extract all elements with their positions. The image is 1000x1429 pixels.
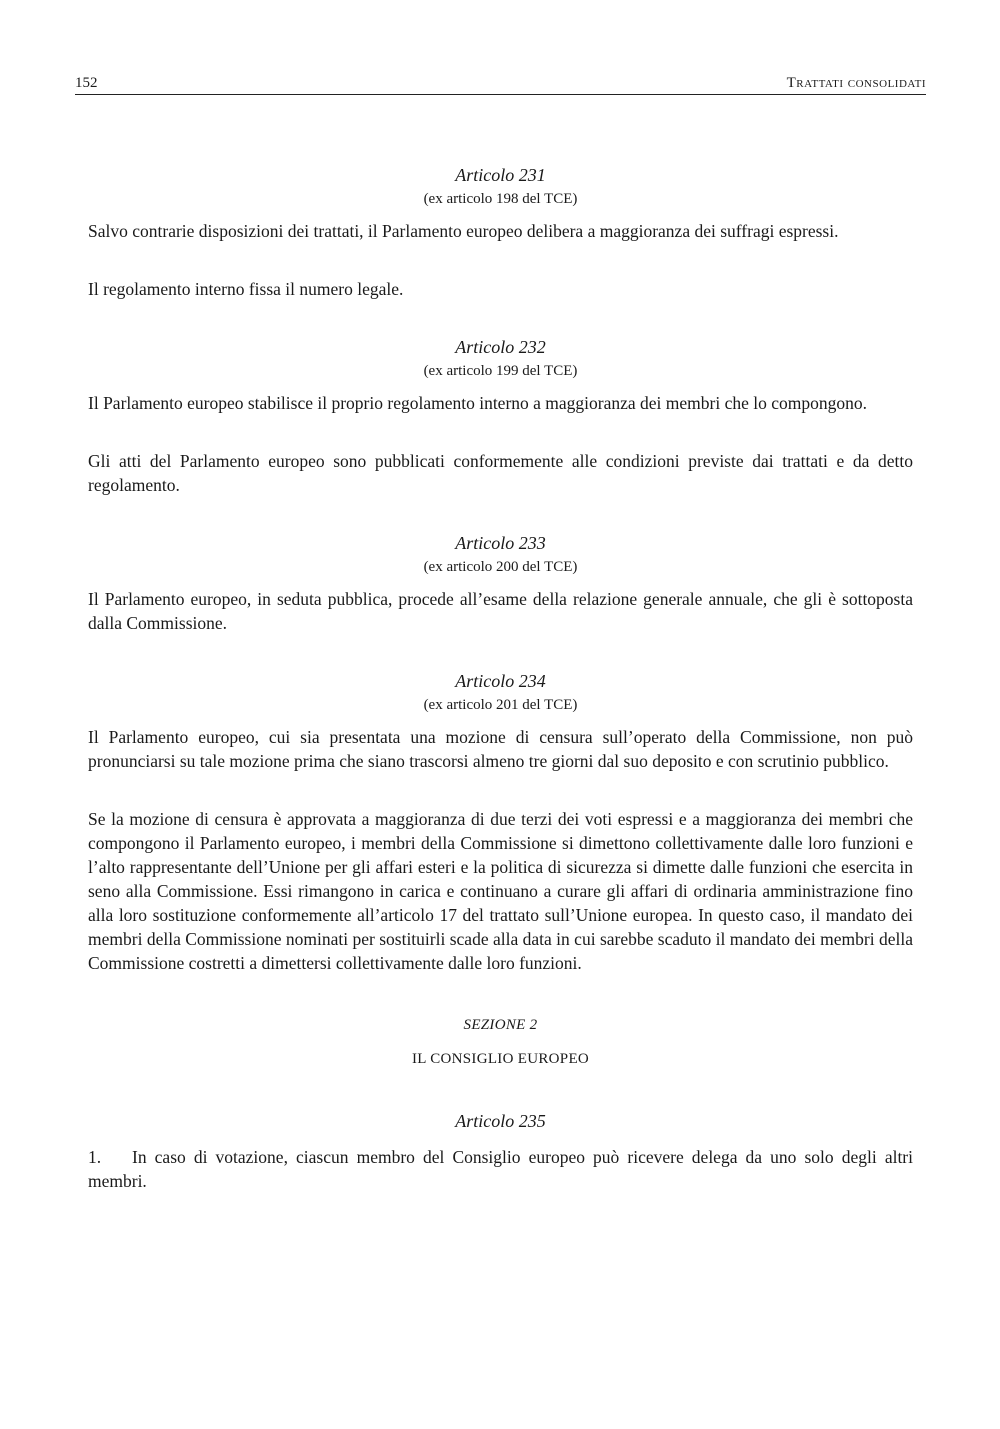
paragraph: Il regolamento interno fissa il numero legale. <box>88 279 404 299</box>
page-header <box>75 74 926 95</box>
article-231 <box>88 163 913 301</box>
paragraph: Il Parlamento europeo, cui sia presentata una mozione di censura sull’operato della Commissione, non può pronunciarsi su tale mozione prima che siano trascorsi almeno tre giorni dal suo deposito e con scrutinio pubblico. <box>88 727 913 771</box>
article-subtitle: (ex articolo 198 del TCE) <box>423 191 578 207</box>
numbered-paragraph <box>88 1145 913 1193</box>
article-234 <box>88 669 913 975</box>
section-title: IL CONSIGLIO EUROPEO <box>411 1051 590 1067</box>
paragraph: Il Parlamento europeo, in seduta pubblica, procede all’esame della relazione generale annuale, che gli è sottoposta dalla Commissione. <box>88 589 913 633</box>
paragraph: Il Parlamento europeo stabilisce il proprio regolamento interno a maggioranza dei membri che lo compongono. <box>88 393 867 413</box>
paragraph: Gli atti del Parlamento europeo sono pubblicati conformemente alle condizioni previste dai trattati e da detto regolamento. <box>88 451 913 495</box>
article-subtitle: (ex articolo 201 del TCE) <box>423 697 578 713</box>
article-233 <box>88 531 913 635</box>
article-title: Articolo 231 <box>455 165 546 185</box>
article-232 <box>88 335 913 497</box>
page-number: 152 <box>75 75 98 91</box>
document-body <box>88 163 913 1193</box>
article-subtitle: (ex articolo 200 del TCE) <box>423 559 578 575</box>
article-title: Articolo 235 <box>455 1111 546 1131</box>
running-title: Trattati consolidati <box>786 75 926 91</box>
paragraph: Salvo contrarie disposizioni dei trattati, il Parlamento europeo delibera a maggioranza dei suffragi espressi. <box>88 221 839 241</box>
section-label: SEZIONE 2 <box>463 1017 538 1033</box>
article-title: Articolo 232 <box>455 337 546 357</box>
article-title: Articolo 234 <box>455 671 546 691</box>
article-subtitle: (ex articolo 199 del TCE) <box>423 363 578 379</box>
item-number: 1. <box>88 1147 102 1167</box>
item-text: In caso di votazione, ciascun membro del Consiglio europeo può ricevere delega da uno solo degli altri membri. <box>88 1147 913 1191</box>
section-heading <box>88 1015 913 1069</box>
article-title: Articolo 233 <box>455 533 546 553</box>
paragraph: Se la mozione di censura è approvata a maggioranza di due terzi dei voti espressi e a maggioranza dei membri che compongono il Parlamento europeo, i membri della Commissione si dimettono collettivamente dalle loro funzioni e l’alto rappresentante dell’Unione per gli affari esteri e la politica di sicurezza si dimette dalle funzioni che esercita in seno alla Commissione. Essi rimangono in carica e continuano a curare gli affari di ordinaria amministrazione fino alla loro sostituzione conformemente all’articolo 17 del trattato sull’Unione europea. In questo caso, il mandato dei membri della Commissione nominati per sostituirli scade alla data in cui sarebbe scaduto il mandato dei membri della Commissione costretti a dimettersi collettivamente dalle loro funzioni. <box>88 809 913 973</box>
article-235 <box>88 1109 913 1193</box>
